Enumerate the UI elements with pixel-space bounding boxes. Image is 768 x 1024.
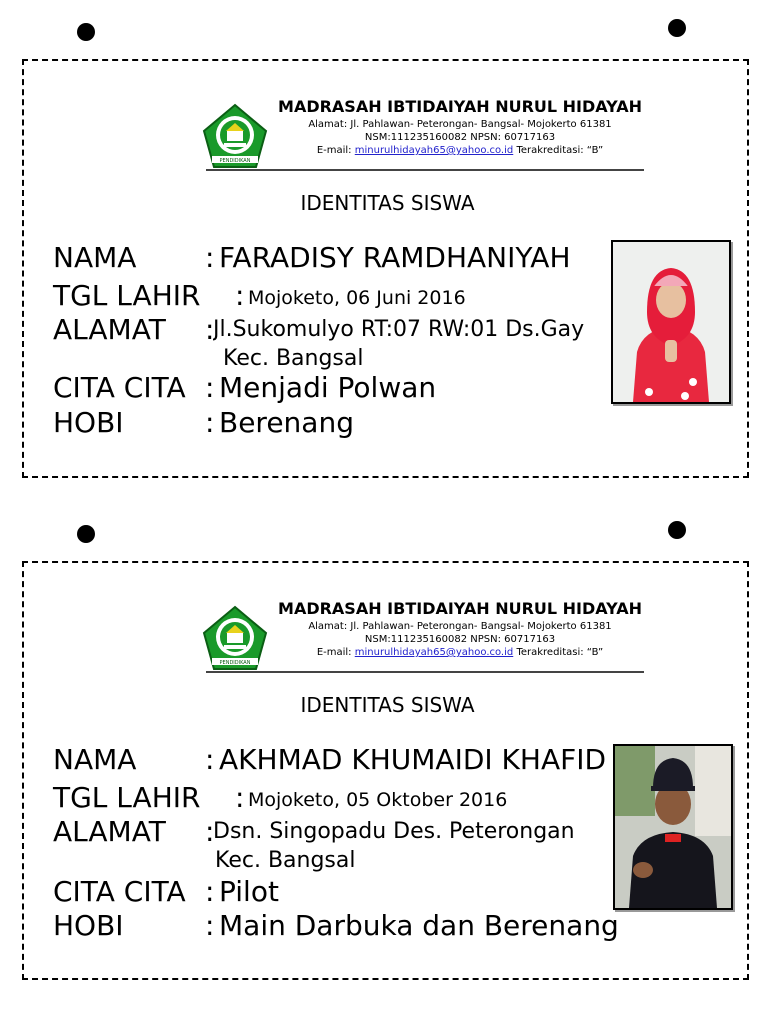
value-hobi: Berenang bbox=[219, 406, 354, 439]
school-contact bbox=[270, 647, 650, 658]
school-header bbox=[200, 97, 650, 171]
student-card bbox=[22, 561, 749, 980]
colon: : bbox=[235, 279, 245, 312]
label-hobi: HOBI bbox=[53, 909, 124, 942]
punch-hole bbox=[668, 521, 686, 539]
school-header bbox=[200, 599, 650, 673]
label-nama: NAMA bbox=[53, 241, 137, 274]
colon: : bbox=[205, 241, 215, 274]
accreditation: Terakreditasi: “B” bbox=[516, 647, 604, 658]
header-divider bbox=[206, 169, 644, 171]
school-name: MADRASAH IBTIDAIYAH NURUL HIDAYAH bbox=[278, 97, 642, 116]
doc-title: IDENTITAS SISWA bbox=[300, 693, 475, 717]
label-tgl-lahir: TGL LAHIR bbox=[53, 781, 201, 814]
colon: : bbox=[235, 781, 245, 814]
student-photo bbox=[613, 744, 733, 910]
colon: : bbox=[205, 313, 215, 346]
value-cita-cita: Pilot bbox=[219, 875, 279, 908]
student-card bbox=[22, 59, 749, 478]
email-link[interactable]: minurulhidayah65@yahoo.co.id bbox=[354, 145, 514, 156]
punch-hole bbox=[668, 19, 686, 37]
logo-text: PENDIDIKAN bbox=[219, 158, 251, 164]
school-nsm: NSM:111235160082 NPSN: 60717163 bbox=[364, 634, 556, 645]
value-tgl-lahir: Mojoketo, 05 Oktober 2016 bbox=[248, 789, 508, 811]
header-divider bbox=[206, 671, 644, 673]
colon: : bbox=[205, 371, 215, 404]
colon: : bbox=[205, 909, 215, 942]
value-cita-cita: Menjadi Polwan bbox=[219, 371, 437, 404]
value-alamat-line2: Kec. Bangsal bbox=[215, 848, 356, 873]
email-label: E-mail: bbox=[316, 647, 352, 658]
student-photo-image bbox=[615, 746, 731, 908]
value-alamat-line1: Jl.Sukomulyo RT:07 RW:01 Ds.Gay bbox=[213, 317, 585, 342]
school-logo-icon bbox=[200, 605, 270, 671]
student-photo-image bbox=[613, 242, 729, 402]
colon: : bbox=[205, 875, 215, 908]
school-name: MADRASAH IBTIDAIYAH NURUL HIDAYAH bbox=[278, 599, 642, 618]
label-alamat: ALAMAT bbox=[53, 815, 166, 848]
value-alamat-line2: Kec. Bangsal bbox=[223, 346, 364, 371]
school-address: Alamat: Jl. Pahlawan- Peterongan- Bangsal- Mojokerto 61381 bbox=[308, 119, 612, 130]
value-nama: AKHMAD KHUMAIDI KHAFID bbox=[219, 743, 607, 776]
value-hobi: Main Darbuka dan Berenang bbox=[219, 909, 619, 942]
label-cita-cita: CITA CITA bbox=[53, 875, 186, 908]
value-alamat-line1: Dsn. Singopadu Des. Peterongan bbox=[213, 819, 575, 844]
label-tgl-lahir: TGL LAHIR bbox=[53, 279, 201, 312]
label-hobi: HOBI bbox=[53, 406, 124, 439]
punch-hole bbox=[77, 525, 95, 543]
email-label: E-mail: bbox=[316, 145, 352, 156]
label-nama: NAMA bbox=[53, 743, 137, 776]
accreditation: Terakreditasi: “B” bbox=[516, 145, 604, 156]
colon: : bbox=[205, 815, 215, 848]
colon: : bbox=[205, 743, 215, 776]
email-link[interactable]: minurulhidayah65@yahoo.co.id bbox=[354, 647, 514, 658]
value-tgl-lahir: Mojoketo, 06 Juni 2016 bbox=[248, 287, 466, 309]
school-contact bbox=[270, 145, 650, 156]
school-nsm: NSM:111235160082 NPSN: 60717163 bbox=[364, 132, 556, 143]
punch-hole bbox=[77, 23, 95, 41]
label-alamat: ALAMAT bbox=[53, 313, 166, 346]
doc-title: IDENTITAS SISWA bbox=[300, 191, 475, 215]
value-nama: FARADISY RAMDHANIYAH bbox=[219, 241, 571, 274]
school-address: Alamat: Jl. Pahlawan- Peterongan- Bangsal- Mojokerto 61381 bbox=[308, 621, 612, 632]
school-logo-icon bbox=[200, 103, 270, 169]
logo-text: PENDIDIKAN bbox=[219, 660, 251, 666]
colon: : bbox=[205, 406, 215, 439]
label-cita-cita: CITA CITA bbox=[53, 371, 186, 404]
student-photo bbox=[611, 240, 731, 404]
